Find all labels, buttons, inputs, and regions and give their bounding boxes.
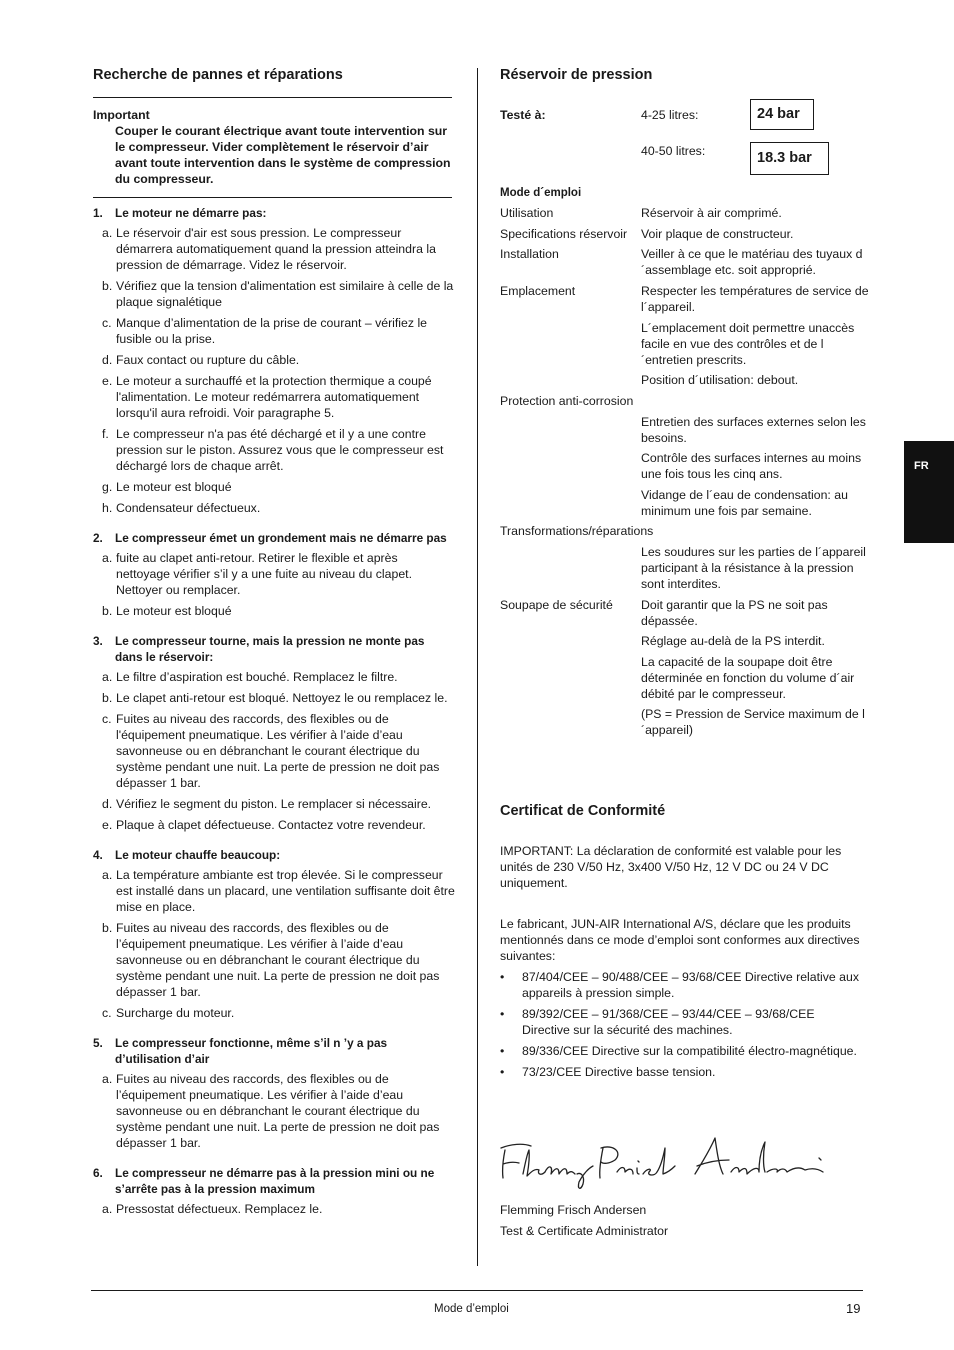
- item-text: Plaque à clapet défectueuse. Contactez votre revendeur.: [116, 818, 426, 832]
- directive-item: [500, 969, 862, 1001]
- footer-title: Mode d’emploi: [434, 1303, 509, 1315]
- section-title: Le moteur ne démarre pas:: [115, 206, 267, 220]
- row-value-soupape-2: Réglage au-delà de la PS interdit.: [641, 634, 825, 648]
- item-letter: a.: [102, 551, 113, 565]
- list-item: [93, 1201, 455, 1217]
- item-text: Fuites au niveau des raccords, des flexibles ou de l’équipement pneumatique. Les vérifier à l’aide d’eau savonneuse ou en débranchant le courant électrique du système pendant une nuit. La perte de pression ne doit pas dépasser 1 bar.: [116, 921, 440, 999]
- certificate-declaration: Le fabricant, JUN-AIR International A/S, déclare que les produits mentionnés dans ce mode d’emploi sont conformes aux directives suivantes:: [500, 917, 860, 963]
- footer-rule: [91, 1290, 863, 1291]
- section-number: 3.: [93, 634, 103, 648]
- directive-text: 87/404/CEE – 90/488/CEE – 93/68/CEE Directive relative aux appareils à pression simple.: [522, 970, 859, 1000]
- directive-item: [500, 1064, 862, 1080]
- row-value-soupape-3: La capacité de la soupape doit être déterminée en fonction du volume d´air débité par le compresseur.: [641, 655, 855, 701]
- list-item: [93, 315, 455, 347]
- item-letter: g.: [102, 480, 113, 494]
- row-value-emplacement-3: Position d´utilisation: debout.: [641, 373, 799, 387]
- troubleshooting-list: [93, 205, 455, 1222]
- item-text: Le réservoir d'air est sous pression. Le compresseur démarrera automatiquement quand la pression atteindra la pression de démarrage. Videz le réservoir.: [116, 226, 436, 272]
- signer-title: Test & Certificate Administrator: [500, 1224, 669, 1238]
- item-text: Fuites au niveau des raccords, des flexibles ou de l’équipement pneumatique. Les vérifier à l’aide d’eau savonneuse ou en débranchant le courant électrique du système pendant une nuit. La perte de pression ne doit pas dépasser 1 bar.: [116, 1072, 440, 1150]
- item-letter: b.: [102, 921, 113, 935]
- list-item: [93, 920, 455, 1000]
- row-value-specifications: Voir plaque de constructeur.: [641, 227, 794, 241]
- row-value-utilisation: Réservoir à air comprimé.: [641, 206, 782, 220]
- mode-title: Mode d´emploi: [500, 187, 582, 199]
- bullet: •: [500, 1007, 505, 1021]
- row-value-transformations: Les soudures sur les parties de l´appareil participant à la résistance à la pression sont interdites.: [641, 545, 866, 591]
- tested-label: Testé à:: [500, 108, 546, 122]
- left-title: Recherche de pannes et réparations: [93, 67, 343, 83]
- item-letter: a.: [102, 1202, 113, 1216]
- section-title: Le compresseur émet un grondement mais ne démarre pas: [115, 531, 447, 545]
- list-item: [93, 690, 455, 706]
- row-value-installation: Veiller à ce que le matériau des tuyaux d´assemblage etc. soit approprié.: [641, 247, 863, 277]
- section-heading: [93, 205, 455, 221]
- item-text: Fuites au niveau des raccords, des flexibles ou de l'équipement pneumatique. Les vérifier à l’aide d’eau savonneuse ou en débranchant le courant électrique du système pendant une nuit. La perte de pression ne doit pas dépasser 1 bar.: [116, 712, 440, 790]
- list-item: [93, 796, 455, 812]
- item-letter: a.: [102, 226, 113, 240]
- section-number: 1.: [93, 206, 103, 220]
- list-item: [93, 1071, 455, 1151]
- directive-item: [500, 1043, 862, 1059]
- section-heading: [93, 847, 455, 863]
- item-text: Vérifiez le segment du piston. Le remplacer si nécessaire.: [116, 797, 432, 811]
- directive-item: [500, 1006, 862, 1038]
- item-letter: h.: [102, 501, 113, 515]
- directive-text: 73/23/CEE Directive basse tension.: [522, 1065, 716, 1079]
- section-title: Le compresseur fonctionne, même s’il n ’y a pas d’utilisation d’air: [115, 1036, 388, 1066]
- item-letter: b.: [102, 279, 113, 293]
- item-letter: c.: [102, 1006, 112, 1020]
- item-letter: e.: [102, 818, 113, 832]
- section-number: 6.: [93, 1166, 103, 1180]
- bullet: •: [500, 1065, 505, 1079]
- item-letter: d.: [102, 353, 113, 367]
- row-label-soupape: Soupape de sécurité: [500, 598, 613, 612]
- item-letter: b.: [102, 691, 113, 705]
- directive-text: 89/392/CEE – 91/368/CEE – 93/44/CEE – 93/68/CEE Directive sur la sécurité des machines.: [522, 1007, 815, 1037]
- section-heading: [93, 1035, 455, 1067]
- row-value-emplacement-1: Respecter les températures de service de l´appareil.: [641, 284, 869, 314]
- test-pressure-small-box: 24 bar: [750, 99, 814, 130]
- row-label-installation: Installation: [500, 247, 559, 261]
- language-tab-label: FR: [914, 460, 929, 472]
- divider: [93, 197, 452, 198]
- item-letter: e.: [102, 374, 113, 388]
- item-text: Condensateur défectueux.: [116, 501, 261, 515]
- item-letter: b.: [102, 604, 113, 618]
- section-number: 2.: [93, 531, 103, 545]
- item-text: Le moteur a surchauffé et la protection thermique a coupé l'alimentation. Le moteur redémarrera automatiquement lorsqu'il aura refroidi. Voir paragraphe 5.: [116, 374, 432, 420]
- test-pressure-large-box: 18.3 bar: [750, 142, 829, 175]
- item-text: Le moteur est bloqué: [116, 604, 232, 618]
- important-text: Couper le courant électrique avant toute intervention sur le compresseur. Vider complètement le réservoir d’air avant toute intervention dans le système de compression du compresseur.: [115, 124, 451, 186]
- row-label-utilisation: Utilisation: [500, 206, 554, 220]
- item-text: Le moteur est bloqué: [116, 480, 232, 494]
- bullet: •: [500, 1044, 505, 1058]
- item-letter: a.: [102, 1072, 113, 1086]
- section-title: Le moteur chauffe beaucoup:: [115, 848, 281, 862]
- list-item: [93, 225, 455, 273]
- bullet: •: [500, 970, 505, 984]
- item-text: Surcharge du moteur.: [116, 1006, 235, 1020]
- section-heading: [93, 530, 455, 546]
- section-heading: [93, 633, 455, 665]
- item-text: Pressostat défectueux. Remplacez le.: [116, 1202, 323, 1216]
- item-letter: d.: [102, 797, 113, 811]
- section-number: 4.: [93, 848, 103, 862]
- signer-name: Flemming Frisch Andersen: [500, 1203, 647, 1217]
- list-item: [93, 603, 455, 619]
- section-title: Le compresseur ne démarre pas à la pression mini ou ne s’arrête pas à la pression maximum: [115, 1166, 435, 1196]
- item-text: Vérifiez que la tension d'alimentation est similaire à celle de la plaque signalétique: [116, 279, 454, 309]
- page-number: 19: [846, 1301, 861, 1316]
- item-letter: f.: [102, 427, 109, 441]
- tank-size-small-label: 4-25 litres:: [641, 108, 699, 122]
- list-item: [93, 479, 455, 495]
- certificate-important: IMPORTANT: La déclaration de conformité est valable pour les unités de 230 V/50 Hz, 3x400 V/50 Hz, 12 V DC ou 24 V DC uniquement.: [500, 844, 842, 890]
- section-number: 5.: [93, 1036, 103, 1050]
- section-heading: [93, 1165, 455, 1197]
- directive-text: 89/336/CEE Directive sur la compatibilité électro-magnétique.: [522, 1044, 857, 1058]
- list-item: [93, 426, 455, 474]
- row-label-transformations: Transformations/réparations: [500, 524, 654, 538]
- row-value-soupape-4: (PS = Pression de Service maximum de l´appareil): [641, 707, 865, 737]
- signature: [497, 1128, 832, 1194]
- certificate-title: Certificat de Conformité: [500, 803, 666, 819]
- list-item: [93, 500, 455, 516]
- list-item: [93, 669, 455, 685]
- item-letter: c.: [102, 712, 112, 726]
- row-label-emplacement: Emplacement: [500, 284, 576, 298]
- item-text: La température ambiante est trop élevée. Si le compresseur est installé dans un placard, une ventilation suffisante doit être mise en place.: [116, 868, 455, 914]
- row-value-protection-1: Entretien des surfaces externes selon les besoins.: [641, 415, 866, 445]
- item-letter: a.: [102, 670, 113, 684]
- list-item: [93, 867, 455, 915]
- list-item: [93, 352, 455, 368]
- item-letter: c.: [102, 316, 112, 330]
- row-label-specifications: Specifications réservoir: [500, 227, 628, 241]
- list-item: [93, 373, 455, 421]
- list-item: [93, 817, 455, 833]
- item-text: Le compresseur n'a pas été déchargé et il y a une contre pression sur le piston. Assurez vous que le compresseur est déchargé lors de chaque arrêt.: [116, 427, 444, 473]
- directive-list: [500, 969, 862, 1085]
- important-label: Important: [93, 108, 150, 122]
- section-title: Le compresseur tourne, mais la pression ne monte pas dans le réservoir:: [115, 634, 425, 664]
- item-text: Le filtre d’aspiration est bouché. Remplacez le filtre.: [116, 670, 398, 684]
- row-value-protection-2: Contrôle des surfaces internes au moins une fois tous les cinq ans.: [641, 451, 862, 481]
- row-value-emplacement-2: L´emplacement doit permettre unaccès facile en vue des contrôles et de l´entretien prescrits.: [641, 321, 855, 367]
- item-text: Manque d’alimentation de la prise de courant – vérifiez le fusible ou la prise.: [116, 316, 428, 346]
- item-letter: a.: [102, 868, 113, 882]
- column-divider: [477, 68, 478, 1266]
- tank-size-large-label: 40-50 litres:: [641, 144, 706, 158]
- list-item: [93, 550, 455, 598]
- item-text: Le clapet anti-retour est bloqué. Nettoyez le ou remplacez le.: [116, 691, 448, 705]
- right-title: Réservoir de pression: [500, 67, 653, 83]
- divider: [93, 97, 452, 98]
- row-value-soupape-1: Doit garantir que la PS ne soit pas dépassée.: [641, 598, 828, 628]
- list-item: [93, 1005, 455, 1021]
- row-label-protection: Protection anti-corrosion: [500, 394, 634, 408]
- list-item: [93, 278, 455, 310]
- list-item: [93, 711, 455, 791]
- item-text: Faux contact ou rupture du câble.: [116, 353, 300, 367]
- item-text: fuite au clapet anti-retour. Retirer le flexible et après nettoyage vérifier s’il y a une fuite au niveau du clapet. Nettoyer ou remplacer.: [116, 551, 412, 597]
- language-tab: [904, 441, 954, 543]
- row-value-protection-3: Vidange de l´eau de condensation: au minimum une fois par semaine.: [641, 488, 848, 518]
